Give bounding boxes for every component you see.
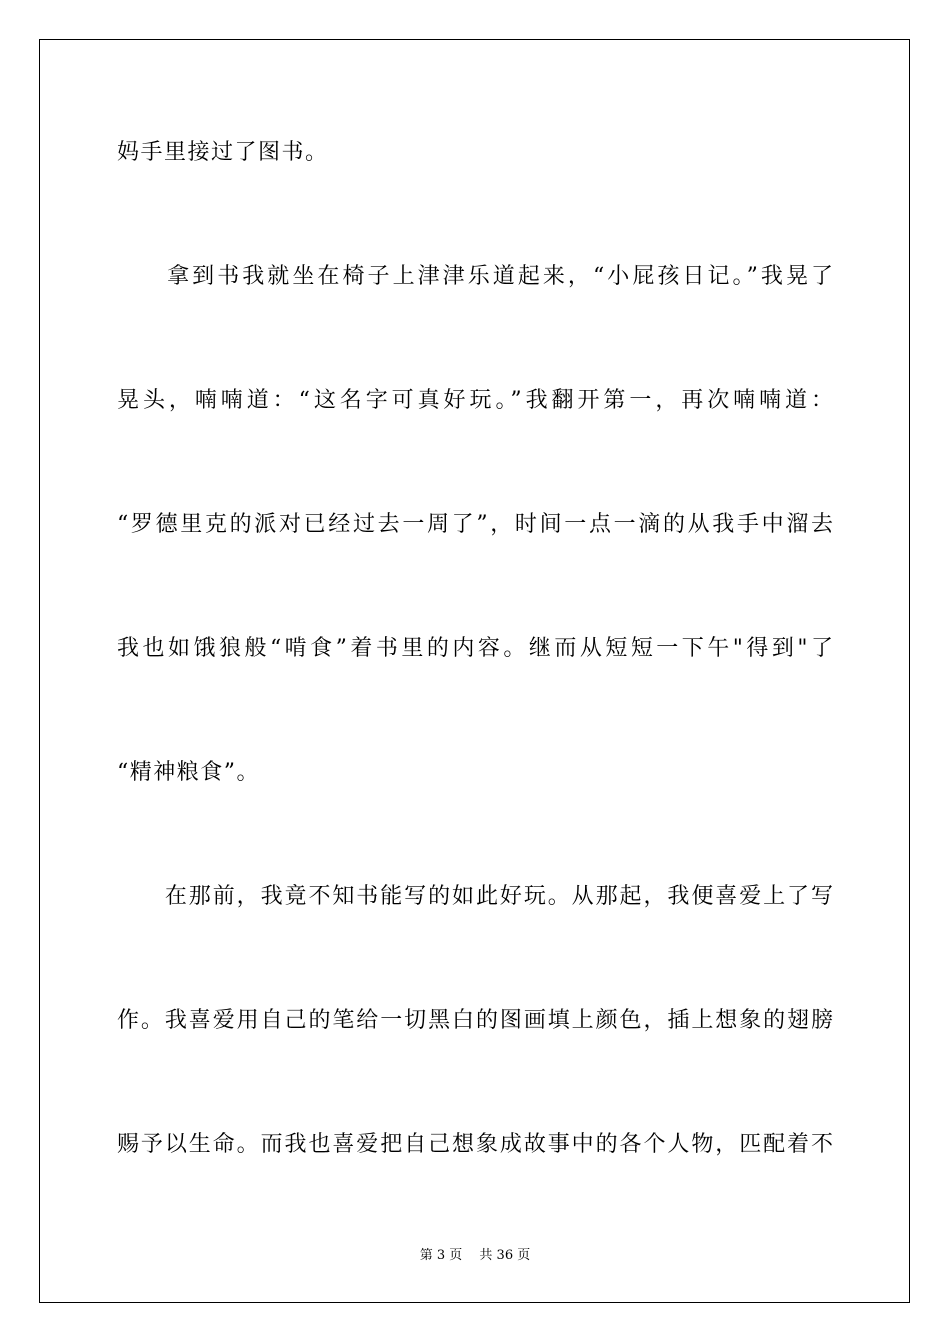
text-line: “罗德里克的派对已经过去一周了”，时间一点一滴的从我手中溜去 — [117, 512, 833, 537]
text-line: 妈手里接过了图书。 — [117, 140, 329, 165]
text-line: 晃头，喃喃道：“这名字可真好玩。”我翻开第一，再次喃喃道： — [117, 388, 833, 413]
text-line: 在那前，我竟不知书能写的如此好玩。从那起，我便喜爱上了写 — [117, 884, 833, 909]
page-border — [39, 39, 910, 1303]
text-line: 拿到书我就坐在椅子上津津乐道起来，“小屁孩日记。”我晃了 — [117, 264, 833, 289]
text-line: 作。我喜爱用自己的笔给一切黑白的图画填上颜色，插上想象的翅膀 — [117, 1008, 833, 1033]
page-number-footer: 第 3 页 共 36 页 — [419, 1248, 531, 1263]
text-line: “精神粮食”。 — [117, 760, 260, 785]
text-line: 我也如饿狼般“啃食”着书里的内容。继而从短短一下午"得到"了 — [117, 636, 833, 661]
text-line: 赐予以生命。而我也喜爱把自己想象成故事中的各个人物，匹配着不 — [117, 1132, 833, 1157]
